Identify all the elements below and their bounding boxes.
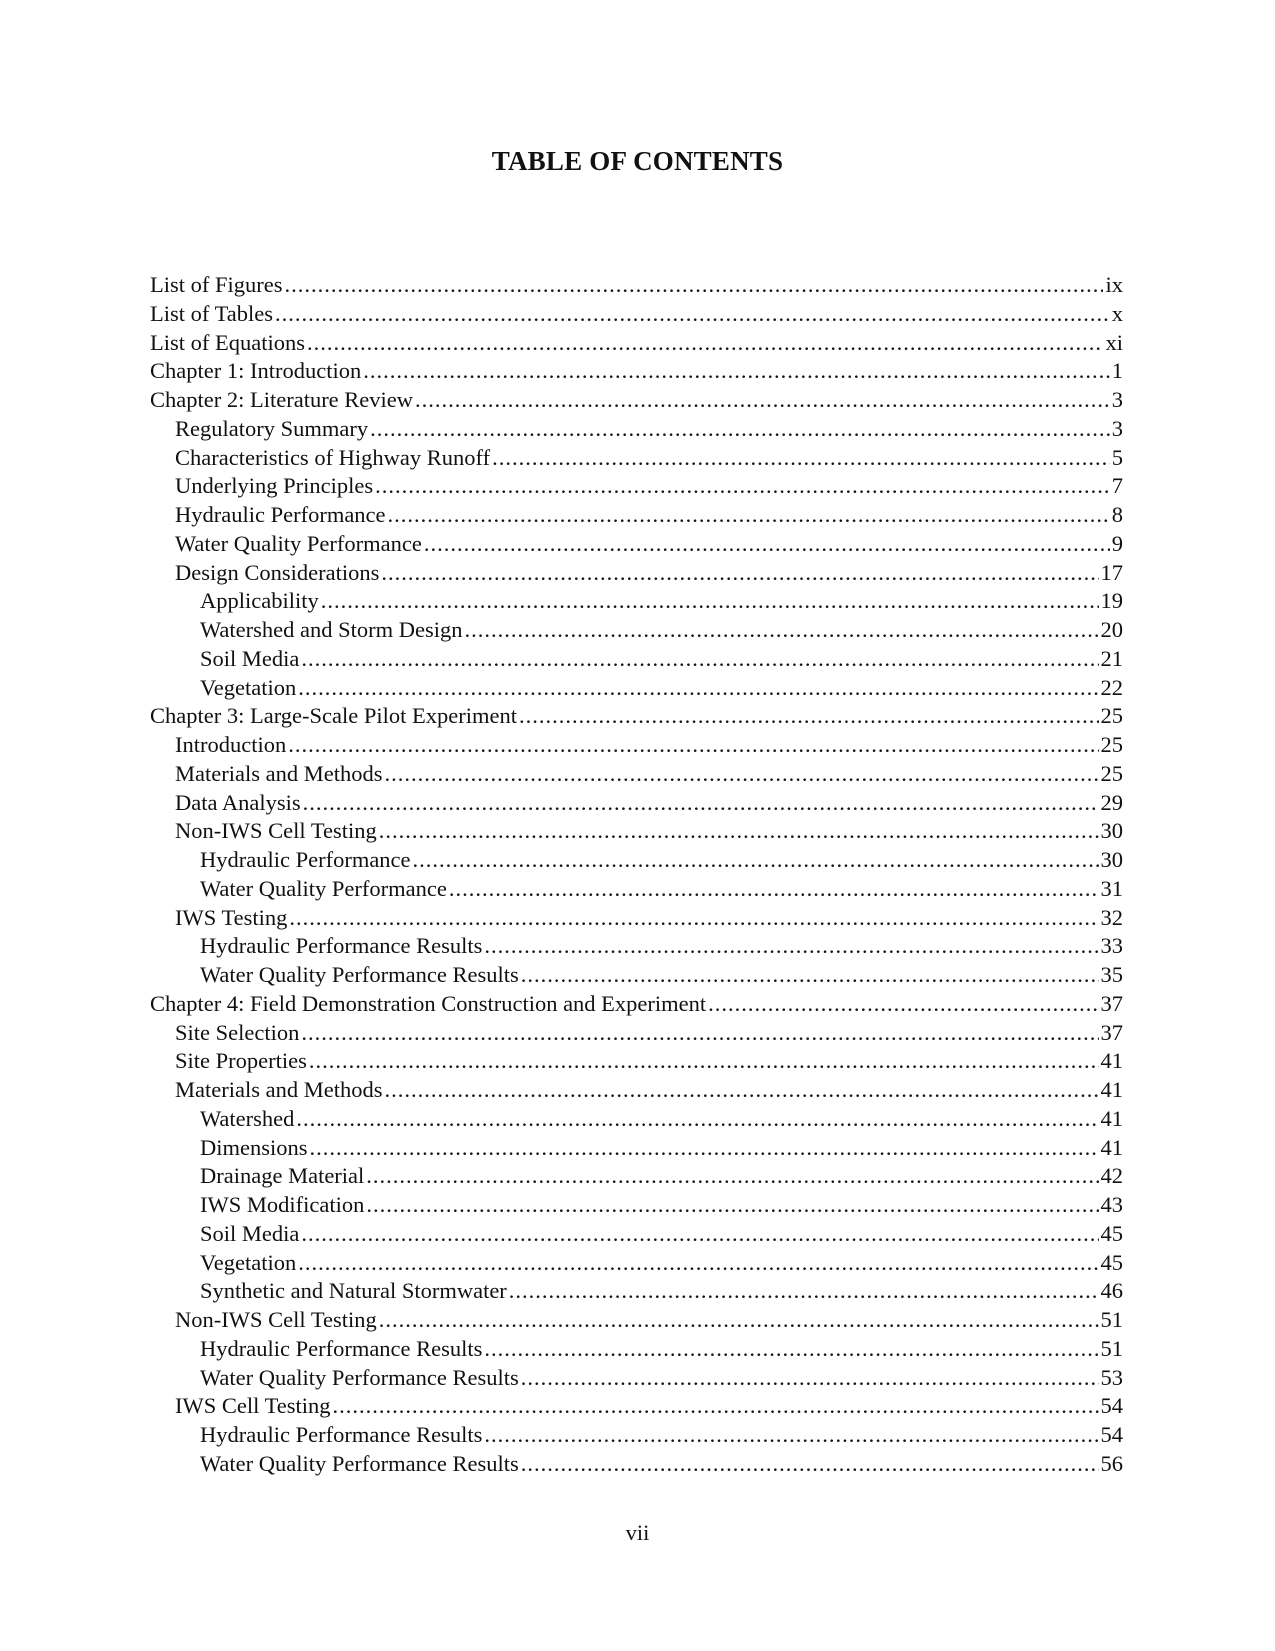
dot-leader: [492, 444, 1110, 473]
toc-entry[interactable]: [150, 645, 1123, 674]
dot-leader: [285, 271, 1104, 300]
toc-entry[interactable]: [150, 760, 1123, 789]
toc-entry[interactable]: [150, 1134, 1123, 1163]
toc-entry-title: Chapter 3: Large-Scale Pilot Experiment: [150, 703, 517, 729]
toc-entry-title: Non-IWS Cell Testing: [175, 818, 377, 844]
dot-leader: [384, 1076, 1098, 1105]
toc-entry-page: 3: [1111, 415, 1123, 441]
toc-entry[interactable]: [150, 1019, 1123, 1048]
dot-leader: [379, 1306, 1099, 1335]
toc-entry-title: Drainage Material: [200, 1163, 365, 1189]
toc-entry[interactable]: [150, 472, 1123, 501]
toc-entry[interactable]: [150, 300, 1123, 329]
toc-entry-title: Characteristics of Highway Runoff: [175, 444, 491, 470]
toc-entry-title: Vegetation: [200, 1249, 297, 1275]
toc-entry-title: Water Quality Performance: [175, 530, 422, 556]
toc-entry-page: 1: [1111, 358, 1123, 384]
toc-entry-title: Underlying Principles: [175, 473, 374, 499]
toc-entry-page: 7: [1111, 473, 1123, 499]
dot-leader: [484, 1335, 1098, 1364]
toc-entry-title: Hydraulic Performance: [175, 502, 386, 527]
toc-entry-title: Soil Media: [200, 1220, 300, 1246]
toc-entry[interactable]: [150, 1364, 1123, 1393]
toc-entry-title: Regulatory Summary: [175, 415, 369, 441]
dot-leader: [449, 875, 1099, 904]
toc-entry-title: Chapter 2: Literature Review: [150, 387, 414, 412]
toc-entry-title: Water Quality Performance: [200, 875, 447, 901]
dot-leader: [363, 357, 1110, 386]
toc-entry[interactable]: [150, 1450, 1123, 1479]
page-title: TABLE OF CONTENTS: [491, 146, 784, 176]
toc-entry-page: 42: [1100, 1163, 1123, 1189]
dot-leader: [519, 702, 1099, 731]
toc-entry-page: 37: [1100, 990, 1123, 1016]
toc-entry-title: List of Equations: [150, 329, 305, 355]
toc-entry-title: Non-IWS Cell Testing: [175, 1307, 377, 1332]
dot-leader: [521, 1450, 1099, 1479]
toc-entry-title: Hydraulic Performance Results: [200, 1422, 483, 1447]
toc-entry-page: 25: [1100, 760, 1123, 786]
toc-entry-title: Synthetic and Natural Stormwater: [200, 1278, 507, 1304]
toc-entry[interactable]: [150, 1277, 1123, 1306]
dot-leader: [413, 846, 1099, 875]
toc-entry[interactable]: [150, 1421, 1123, 1450]
toc-entry-page: x: [1111, 300, 1123, 326]
toc-entry[interactable]: [150, 875, 1123, 904]
dot-leader: [424, 530, 1110, 559]
toc-entry-title: List of Figures: [150, 272, 283, 297]
toc-entry[interactable]: [150, 1105, 1123, 1134]
toc-entry-title: Introduction: [175, 732, 287, 757]
toc-entry-page: 56: [1100, 1450, 1123, 1476]
dot-leader: [375, 472, 1110, 501]
dot-leader: [509, 1277, 1099, 1306]
toc-entry-title: Chapter 4: Field Demonstration Construction and Experiment: [150, 990, 707, 1016]
toc-entry[interactable]: [150, 846, 1123, 875]
toc-entry-page: 37: [1100, 1019, 1123, 1045]
toc-entry[interactable]: [150, 357, 1123, 386]
toc-entry[interactable]: [150, 386, 1123, 415]
toc-entry-page: 30: [1100, 847, 1123, 872]
toc-entry-page: 41: [1100, 1077, 1123, 1102]
toc-entry-title: IWS Testing: [175, 904, 288, 930]
toc-entry-page: 51: [1100, 1335, 1123, 1361]
dot-leader: [296, 1105, 1098, 1134]
page-number: vii: [625, 1520, 650, 1545]
toc-entry-page: 8: [1111, 502, 1123, 527]
toc-entry-page: 54: [1100, 1422, 1123, 1447]
toc-entry-title: Hydraulic Performance Results: [200, 1335, 483, 1361]
toc-entry-title: Chapter 1: Introduction: [150, 358, 362, 384]
toc-entry[interactable]: [150, 1076, 1123, 1105]
dot-leader: [381, 559, 1098, 588]
toc-entry-title: IWS Modification: [200, 1192, 365, 1217]
toc-entry-page: 46: [1100, 1278, 1123, 1304]
toc-entry[interactable]: [150, 616, 1123, 645]
dot-leader: [708, 990, 1098, 1019]
toc-entry-title: Dimensions: [200, 1134, 308, 1160]
toc-entry-page: 35: [1100, 962, 1123, 987]
toc-entry[interactable]: [150, 415, 1123, 444]
toc-entry-page: 54: [1100, 1393, 1123, 1419]
dot-leader: [366, 1191, 1098, 1220]
toc-entry[interactable]: [150, 961, 1123, 990]
toc-entry-page: 45: [1100, 1220, 1123, 1246]
table-of-contents: [150, 271, 1123, 1479]
toc-entry-title: Data Analysis: [175, 789, 301, 815]
dot-leader: [484, 932, 1098, 961]
toc-entry[interactable]: [150, 674, 1123, 703]
toc-entry-page: 29: [1100, 789, 1123, 815]
toc-entry-page: xi: [1105, 329, 1123, 355]
toc-entry-page: ix: [1105, 272, 1123, 297]
toc-entry[interactable]: [150, 702, 1123, 731]
dot-leader: [521, 1364, 1099, 1393]
toc-entry-page: 41: [1100, 1105, 1123, 1131]
toc-entry-title: List of Tables: [150, 300, 273, 326]
dot-leader: [289, 904, 1098, 933]
toc-entry-page: 43: [1100, 1192, 1123, 1217]
toc-entry-title: Design Considerations: [175, 559, 380, 585]
toc-entry-page: 25: [1100, 703, 1123, 729]
dot-leader: [288, 731, 1098, 760]
toc-entry-title: IWS Cell Testing: [175, 1393, 331, 1419]
dot-leader: [484, 1421, 1098, 1450]
dot-leader: [303, 789, 1099, 818]
dot-leader: [366, 1162, 1098, 1191]
dot-leader: [333, 1392, 1099, 1421]
toc-entry-page: 33: [1100, 933, 1123, 959]
dot-leader: [379, 817, 1099, 846]
toc-entry[interactable]: [150, 329, 1123, 358]
toc-entry-title: Site Selection: [175, 1019, 300, 1045]
toc-entry-page: 5: [1111, 444, 1123, 470]
toc-entry[interactable]: [150, 1306, 1123, 1335]
toc-entry[interactable]: [150, 1249, 1123, 1278]
toc-entry[interactable]: [150, 530, 1123, 559]
dot-leader: [465, 616, 1099, 645]
dot-leader: [301, 1220, 1098, 1249]
toc-entry-page: 30: [1100, 818, 1123, 844]
dot-leader: [388, 501, 1110, 530]
toc-entry-page: 45: [1100, 1249, 1123, 1275]
toc-entry-page: 20: [1100, 617, 1123, 642]
dot-leader: [384, 760, 1098, 789]
toc-entry-page: 22: [1100, 674, 1123, 700]
toc-entry-title: Materials and Methods: [175, 1077, 383, 1102]
toc-entry-page: 17: [1100, 559, 1123, 585]
toc-entry-page: 19: [1100, 588, 1123, 614]
toc-entry-title: Applicability: [200, 588, 319, 614]
dot-leader: [275, 300, 1110, 329]
toc-entry-title: Materials and Methods: [175, 760, 383, 786]
toc-entry[interactable]: [150, 1220, 1123, 1249]
toc-entry-page: 3: [1111, 387, 1123, 412]
toc-entry-page: 9: [1111, 530, 1123, 556]
toc-entry-title: Watershed and Storm Design: [200, 617, 463, 642]
dot-leader: [415, 386, 1110, 415]
toc-entry[interactable]: [150, 1162, 1123, 1191]
toc-entry[interactable]: [150, 587, 1123, 616]
dot-leader: [370, 415, 1110, 444]
toc-entry-page: 41: [1100, 1134, 1123, 1160]
toc-entry[interactable]: [150, 444, 1123, 473]
toc-entry-title: Water Quality Performance Results: [200, 1364, 519, 1390]
dot-leader: [298, 1249, 1098, 1278]
toc-entry[interactable]: [150, 817, 1123, 846]
toc-entry[interactable]: [150, 1392, 1123, 1421]
toc-entry-page: 21: [1100, 645, 1123, 671]
toc-entry[interactable]: [150, 932, 1123, 961]
dot-leader: [301, 645, 1098, 674]
dot-leader: [307, 329, 1104, 358]
dot-leader: [301, 1019, 1098, 1048]
toc-entry[interactable]: [150, 559, 1123, 588]
toc-entry-title: Vegetation: [200, 674, 297, 700]
toc-entry[interactable]: [150, 1191, 1123, 1220]
toc-entry-title: Soil Media: [200, 645, 300, 671]
toc-entry-page: 25: [1100, 732, 1123, 757]
toc-entry[interactable]: [150, 904, 1123, 933]
toc-entry-page: 53: [1100, 1364, 1123, 1390]
toc-entry[interactable]: [150, 501, 1123, 530]
toc-entry-title: Hydraulic Performance Results: [200, 933, 483, 959]
toc-entry[interactable]: [150, 271, 1123, 300]
toc-entry-title: Site Properties: [175, 1048, 307, 1074]
toc-entry[interactable]: [150, 789, 1123, 818]
toc-entry[interactable]: [150, 1335, 1123, 1364]
dot-leader: [309, 1047, 1099, 1076]
toc-entry-title: Watershed: [200, 1105, 295, 1131]
dot-leader: [310, 1134, 1099, 1163]
toc-entry[interactable]: [150, 731, 1123, 760]
toc-entry-page: 32: [1100, 904, 1123, 930]
toc-entry[interactable]: [150, 1047, 1123, 1076]
toc-entry-title: Hydraulic Performance: [200, 847, 411, 872]
dot-leader: [521, 961, 1099, 990]
toc-entry-title: Water Quality Performance Results: [200, 962, 519, 987]
toc-entry[interactable]: [150, 990, 1123, 1019]
toc-entry-page: 41: [1100, 1048, 1123, 1074]
dot-leader: [321, 587, 1099, 616]
toc-entry-title: Water Quality Performance Results: [200, 1450, 519, 1476]
toc-entry-page: 51: [1100, 1307, 1123, 1332]
dot-leader: [298, 674, 1098, 703]
toc-entry-page: 31: [1100, 875, 1123, 901]
